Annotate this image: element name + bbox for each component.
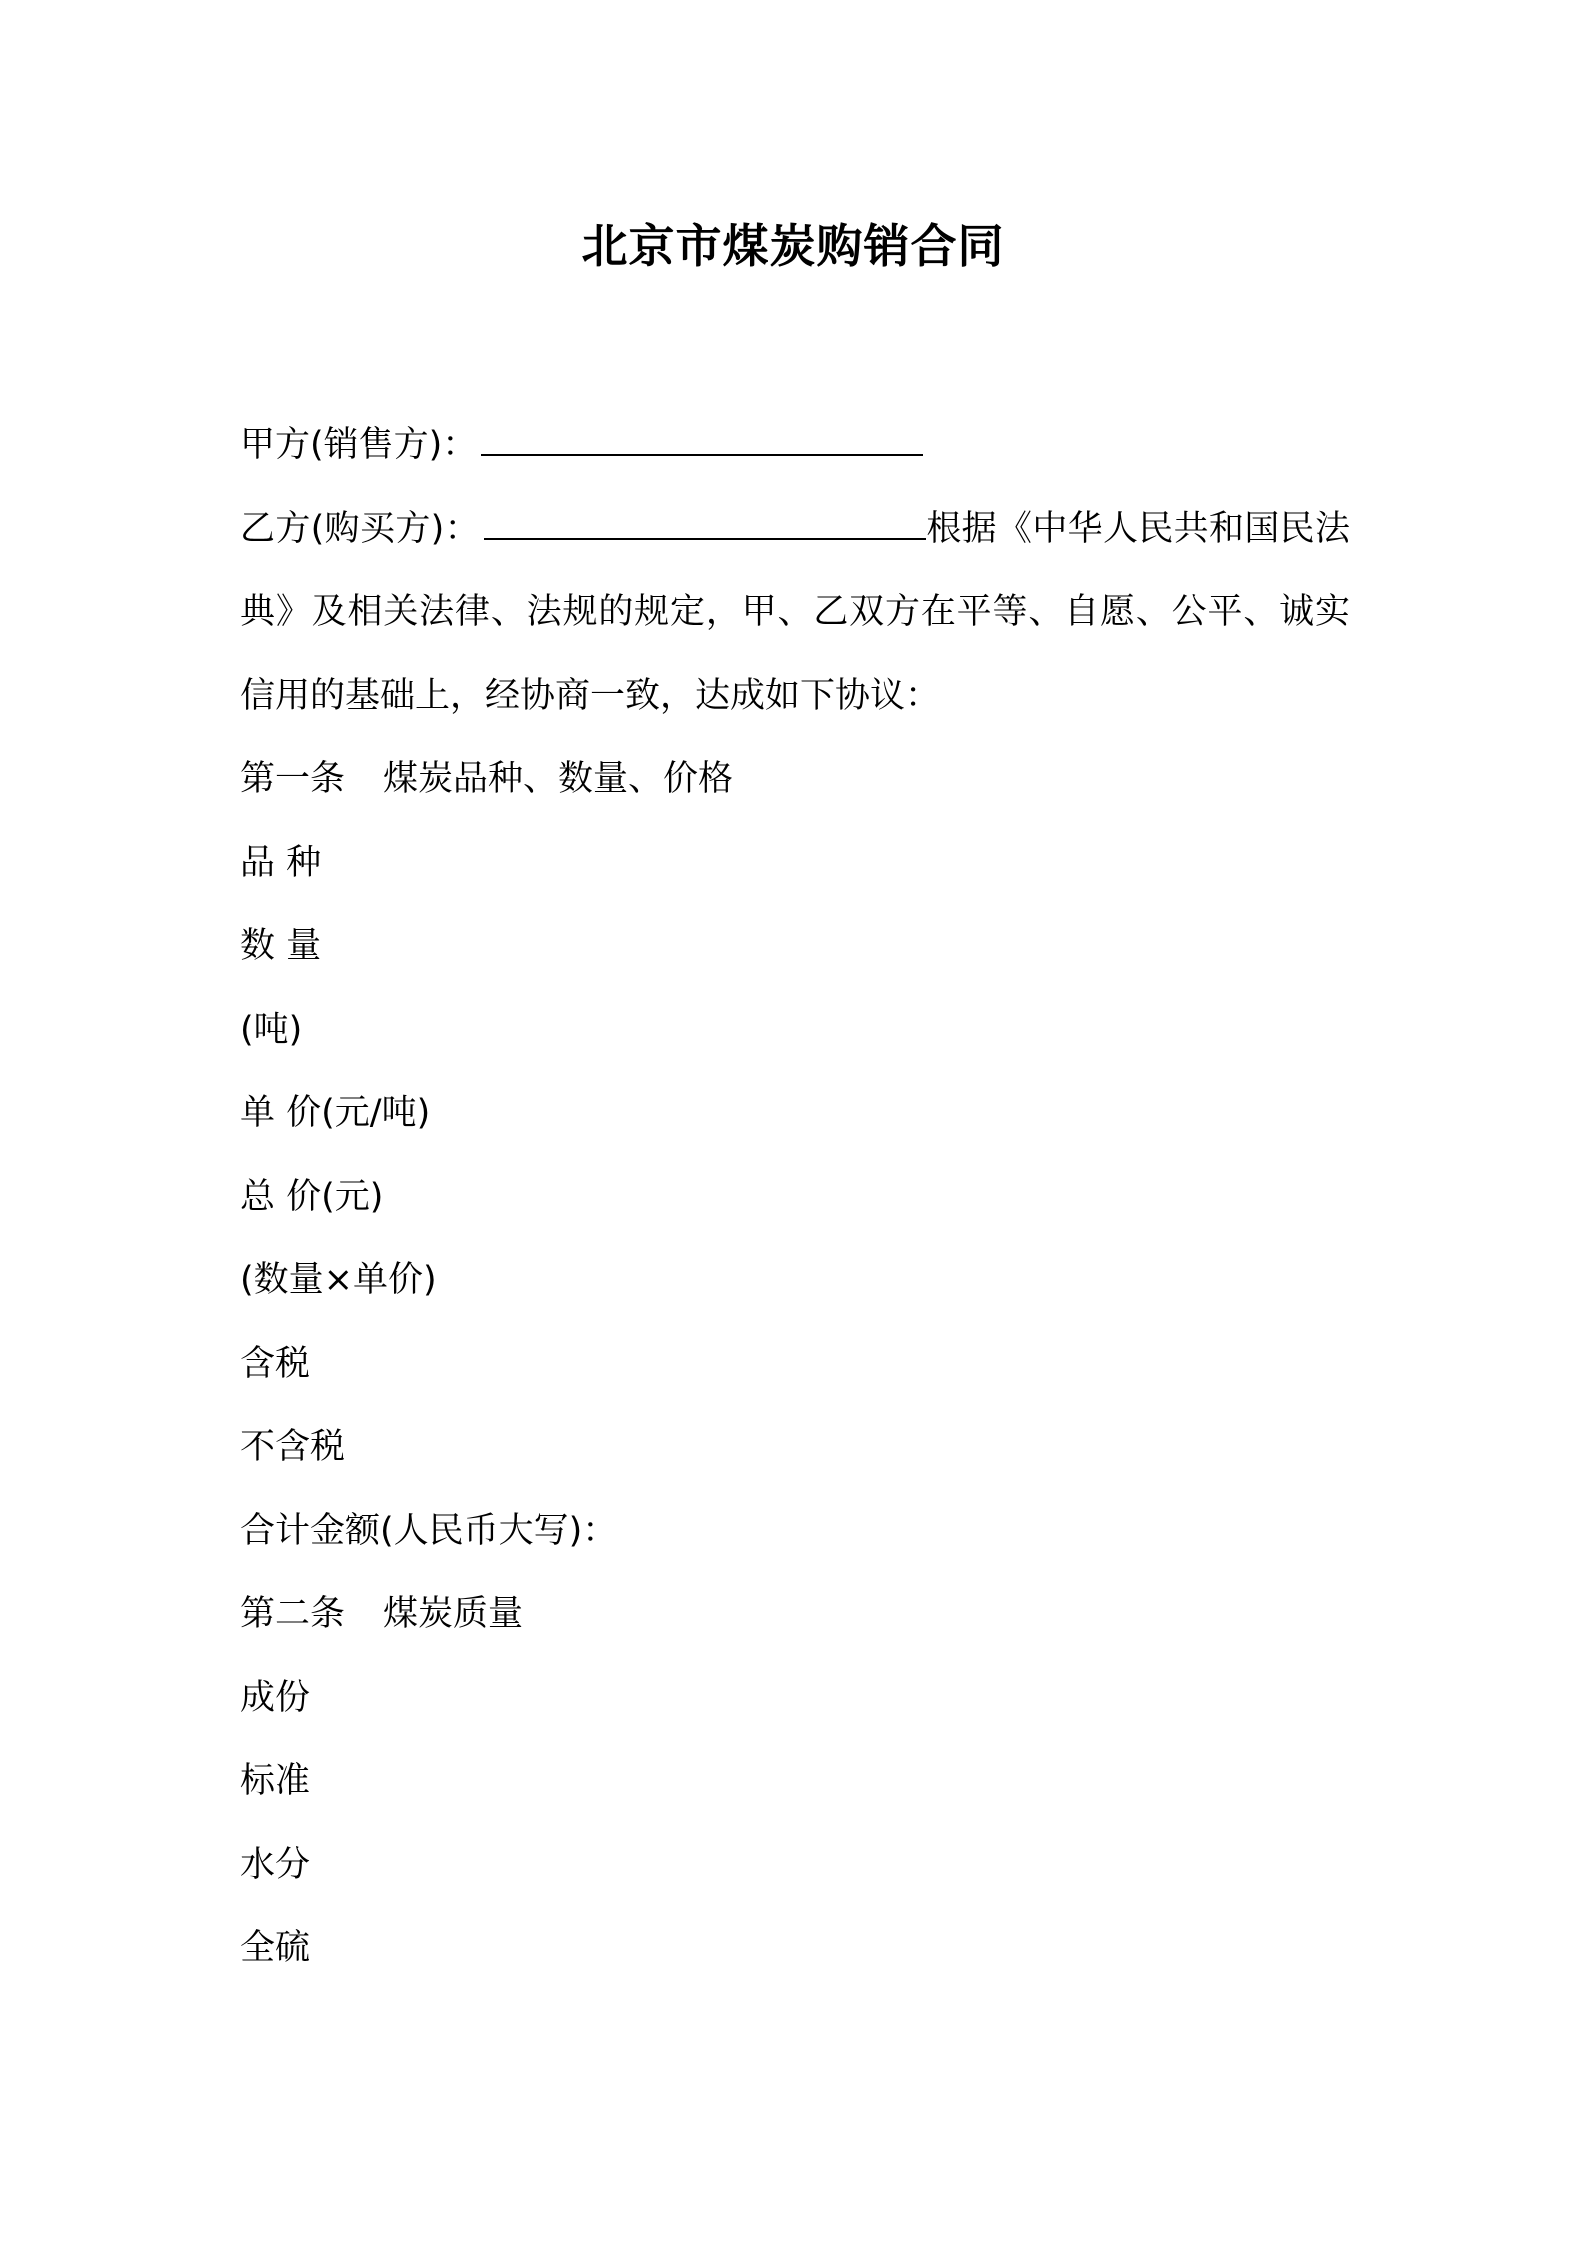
unit-price-label: 单 价(元/吨) (240, 1093, 431, 1133)
tax-excluded-label: 不含税 (240, 1427, 346, 1467)
article-1-number: 第一条 (240, 759, 346, 799)
document-title: 北京市煤炭购销合同 (581, 219, 1005, 273)
article-1-heading (240, 738, 1350, 822)
total-price-label: 总 价(元) (240, 1176, 384, 1217)
tax-included-label: 含税 (240, 1343, 311, 1384)
moisture-label: 水分 (240, 1844, 311, 1885)
quantity-label: 数 量 (240, 926, 322, 966)
article-2-title: 煤炭质量 (383, 1594, 524, 1634)
party-b-blank (484, 510, 926, 540)
quantity-unit-label: (吨) (240, 1009, 303, 1050)
preamble-text: 根据《中华人民共和国民法典》及相关法律、法规的规定，甲、乙双方在平等、自愿、公平、诚实信用的基础上，经协商一致，达成如下协议： (240, 508, 1350, 716)
article-2-heading (240, 1573, 1350, 1657)
party-b-label: 乙方(购买方)： (240, 508, 480, 549)
document-body (240, 404, 1350, 1991)
total-amount-label: 合计金额(人民币大写)： (240, 1510, 618, 1551)
party-b-preamble (240, 488, 1350, 739)
article-1-title: 煤炭品种、数量、价格 (383, 759, 734, 799)
article-2-number: 第二条 (240, 1594, 346, 1634)
composition-label: 成份 (240, 1677, 311, 1718)
party-a-label: 甲方(销售方)： (240, 425, 478, 465)
party-a-blank (481, 426, 923, 456)
total-formula-label: (数量×单价) (240, 1260, 437, 1300)
party-a-line (240, 404, 1350, 488)
standard-label: 标准 (240, 1761, 311, 1801)
variety-label: 品 种 (240, 842, 322, 883)
total-sulfur-label: 全硫 (240, 1928, 311, 1968)
